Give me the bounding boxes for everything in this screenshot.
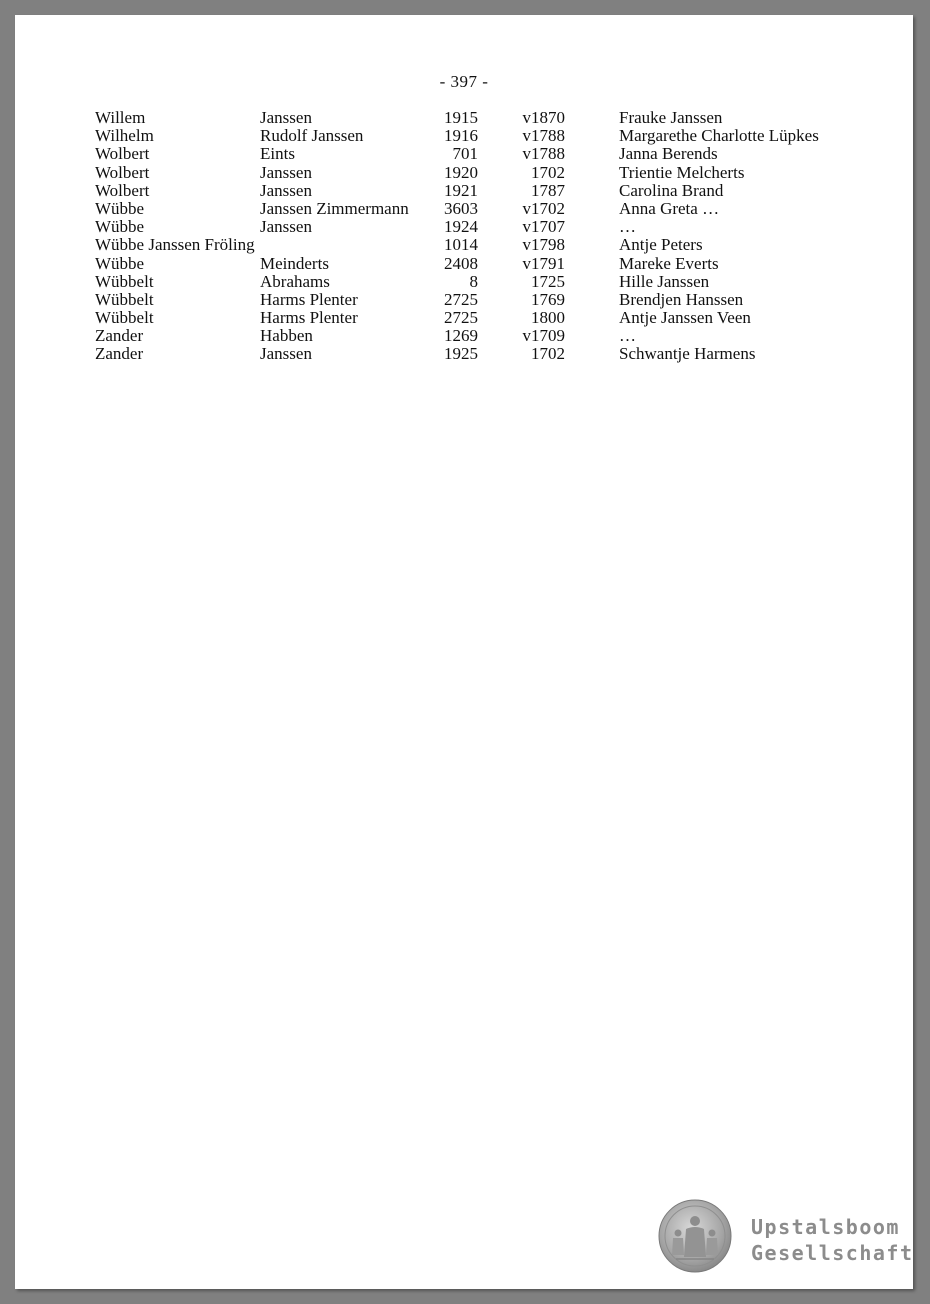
entry-first-name: Wübbelt [95,308,154,328]
register-list [95,109,895,364]
entry-year: 1702 [531,344,565,364]
upstalsboom-logo [658,1198,914,1278]
entry-surname: Rudolf Janssen [260,126,364,146]
entry-first-name: Willem [95,108,146,127]
logo-line-2: Gesellschaft [751,1241,914,1265]
register-row [95,182,895,200]
entry-spouse: Antje Peters [619,235,703,255]
entry-year: v1788 [522,144,565,164]
register-row [95,109,895,127]
entry-number: 2725 [444,308,478,328]
seal-icon [658,1199,732,1273]
register-row [95,327,895,345]
entry-first-name: Wübbe [95,198,145,218]
entry-year: 1702 [531,162,565,182]
entry-first-name: Zander [95,344,144,364]
entry-year: 1787 [531,180,565,200]
entry-number: 8 [469,271,478,291]
entry-number: 1920 [444,162,478,182]
register-row [95,345,895,363]
entry-number: 1269 [444,326,478,346]
entry-number: 1916 [444,126,478,146]
entry-number: 2725 [444,289,478,309]
entry-spouse: Antje Janssen Veen [619,308,751,328]
entry-surname: Janssen [260,108,312,127]
register-row [95,291,895,309]
register-row [95,218,895,236]
entry-surname: Janssen [260,180,312,200]
entry-surname: Harms Plenter [260,289,358,309]
entry-number: 1014 [444,235,478,255]
entry-spouse: Schwantje Harmens [619,344,756,364]
register-row [95,236,895,254]
entry-surname: Harms Plenter [260,308,358,328]
document-page [15,15,913,1289]
entry-surname: Janssen [260,162,312,182]
register-row [95,255,895,273]
entry-first-name: Wolbert [95,180,150,200]
entry-year: v1791 [522,253,565,273]
entry-year: 1725 [531,271,565,291]
entry-surname: Janssen [260,217,312,237]
entry-spouse: Mareke Everts [619,253,719,273]
entry-number: 2408 [444,253,478,273]
entry-spouse: Brendjen Hanssen [619,289,744,309]
entry-spouse: Carolina Brand [619,180,724,200]
entry-spouse: … [619,217,636,237]
entry-spouse: Hille Janssen [619,271,710,291]
entry-year: v1870 [522,108,565,127]
entry-year: v1709 [522,326,565,346]
entry-surname: Habben [260,326,313,346]
register-row [95,309,895,327]
entry-surname: Abrahams [260,271,330,291]
entry-number: 1925 [444,344,478,364]
register-row [95,200,895,218]
entry-surname: Meinderts [260,253,329,273]
entry-first-name: Wolbert [95,162,150,182]
entry-year: 1769 [531,289,565,309]
entry-spouse: Janna Berends [619,144,718,164]
logo-line-1: Upstalsboom [751,1215,900,1239]
entry-spouse: Margarethe Charlotte Lüpkes [619,126,819,146]
entry-year: v1702 [522,198,565,218]
entry-first-name: Wübbelt [95,289,154,309]
entry-first-name: Wolbert [95,144,150,164]
entry-year: v1707 [522,217,565,237]
entry-number: 1924 [444,217,478,237]
entry-spouse: Trientie Melcherts [619,162,745,182]
entry-surname: Eints [260,144,295,164]
entry-year: 1800 [531,308,565,328]
entry-number: 1915 [444,108,478,127]
entry-spouse: … [619,326,636,346]
register-row [95,164,895,182]
entry-spouse: Anna Greta … [619,198,720,218]
entry-year: v1798 [522,235,565,255]
entry-first-name: Zander [95,326,144,346]
register-row [95,127,895,145]
register-row [95,145,895,163]
register-row [95,273,895,291]
entry-spouse: Frauke Janssen [619,108,723,127]
entry-surname: Janssen Zimmermann [260,198,409,218]
entry-first-name: Wübbe Janssen Fröling [95,235,255,255]
entry-first-name: Wübbelt [95,271,154,291]
entry-first-name: Wilhelm [95,126,154,146]
entry-first-name: Wübbe [95,217,145,237]
entry-year: v1788 [522,126,565,146]
entry-surname: Janssen [260,344,312,364]
entry-number: 1921 [444,180,478,200]
page-number: - 397 - [439,72,489,91]
entry-first-name: Wübbe [95,253,145,273]
entry-number: 701 [452,144,478,164]
entry-number: 3603 [444,198,478,218]
